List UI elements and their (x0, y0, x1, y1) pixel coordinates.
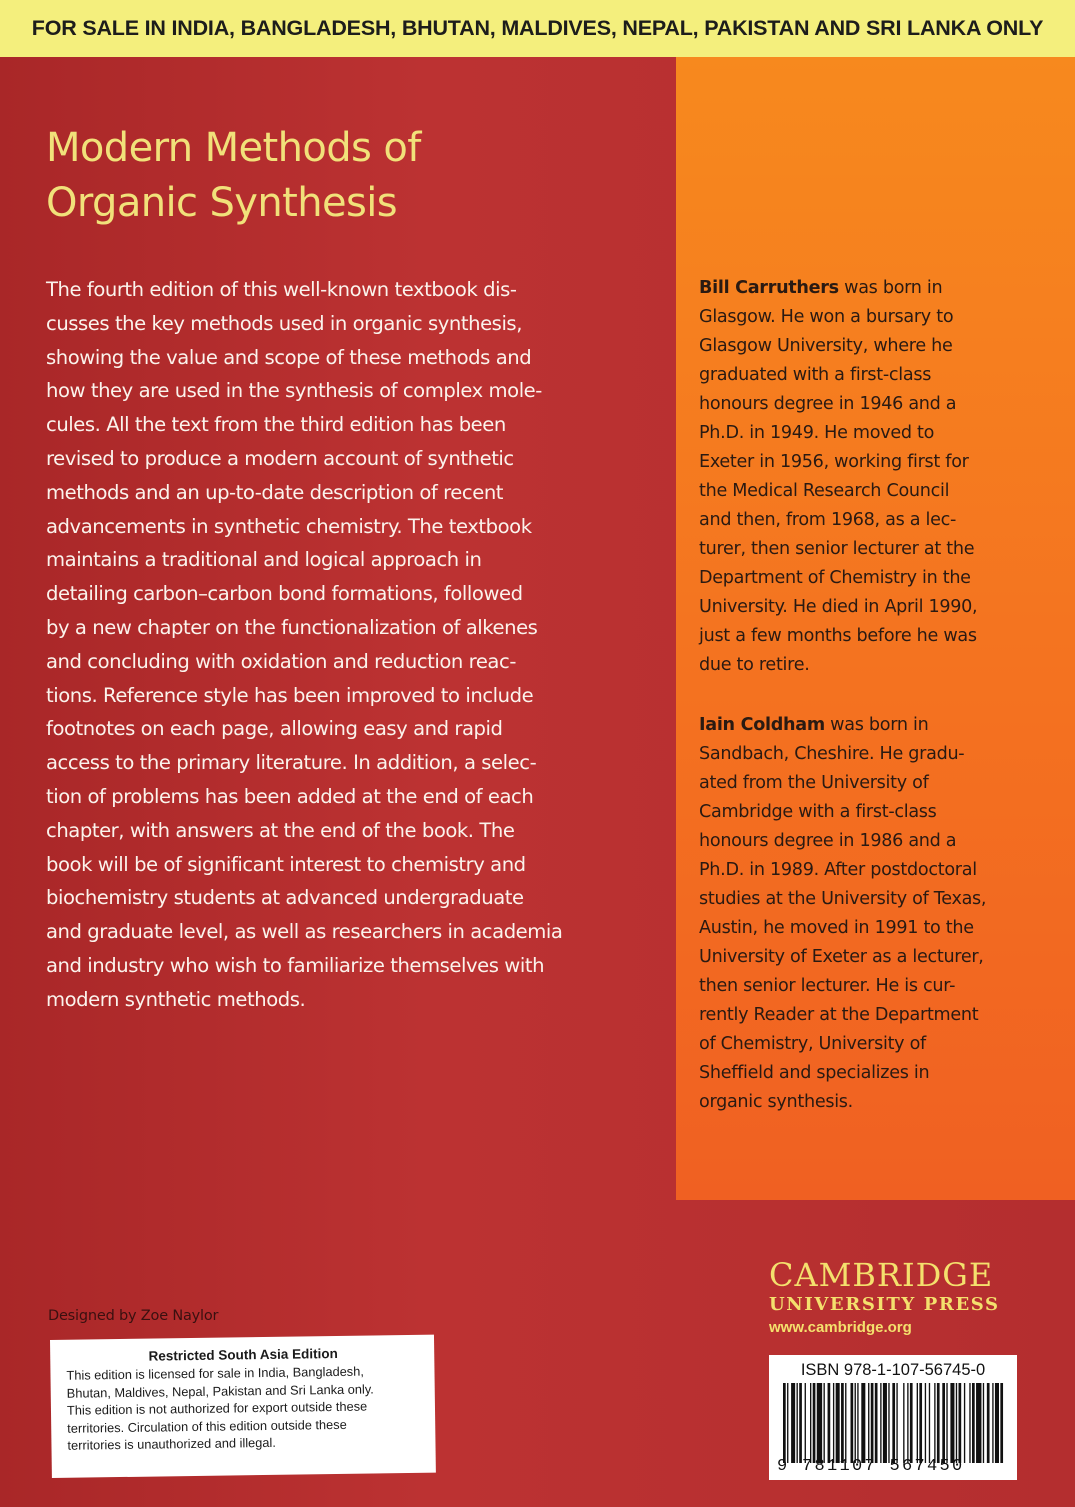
restricted-notice-line: territories is unauthorized and illegal. (67, 1435, 276, 1454)
description-line: by a new chapter on the functionalization of alkenes (46, 615, 538, 639)
bio-first-line (699, 274, 1049, 303)
restricted-notice-title: Restricted South Asia Edition (148, 1345, 338, 1364)
bio-text: was born in (824, 715, 929, 735)
description-line: tions. Reference style has been improved to include (46, 683, 534, 707)
bio-line: Ph.D. in 1989. After postdoctoral (699, 860, 977, 880)
description-line: maintains a traditional and logical approach in (46, 548, 482, 572)
description-line: modern synthetic methods. (46, 987, 306, 1011)
bio-line: Ph.D. in 1949. He moved to (699, 423, 935, 443)
bio-line: Sheffield and specializes in (699, 1063, 930, 1083)
bio-line: honours degree in 1946 and a (699, 394, 957, 414)
description-line: how they are used in the synthesis of complex mole- (46, 379, 542, 403)
book-title-line: Organic Synthesis (46, 180, 397, 226)
restricted-notice-line: territories. Circulation of this edition outside these (67, 1416, 347, 1436)
isbn-barcode-block (769, 1355, 1017, 1480)
description-line: footnotes on each page, allowing easy and rapid (46, 717, 503, 741)
description-line: access to the primary literature. In addition, a selec- (46, 751, 537, 775)
description-line: chapter, with answers at the end of the book. The (46, 818, 515, 842)
bio-line: Department of Chemistry in the (699, 568, 971, 588)
bio-line: the Medical Research Council (699, 481, 950, 501)
sale-territory-text: FOR SALE IN INDIA, BANGLADESH, BHUTAN, MALDIVES, NEPAL, PAKISTAN AND SRI LANKA ONLY (31, 16, 1044, 40)
description-line: biochemistry students at advanced undergraduate (46, 886, 524, 910)
description-line: cules. All the text from the third edition has been (46, 413, 506, 437)
description-line: showing the value and scope of these methods and (46, 345, 532, 369)
barcode-digits: 9 781107 567450 (777, 1457, 965, 1476)
book-description (46, 273, 646, 1017)
publisher-subtitle: UNIVERSITY PRESS (769, 1294, 1000, 1315)
designer-credit: Designed by Zoe Naylor (48, 1308, 219, 1324)
bio-line: University of Exeter as a lecturer, (699, 947, 984, 967)
description-line: detailing carbon–carbon bond formations, followed (46, 582, 523, 606)
restricted-notice-body (66, 1362, 421, 1455)
bio-text: was born in (838, 278, 943, 298)
description-line: and concluding with oxidation and reduction reac- (46, 649, 516, 673)
sale-territory-banner (0, 0, 1075, 57)
bio-line: organic synthesis. (699, 1092, 853, 1112)
bio-line: ated from the University of (699, 773, 929, 793)
bio-line: Sandbach, Cheshire. He gradu- (699, 744, 965, 764)
restricted-edition-notice (50, 1335, 436, 1478)
publisher-name: CAMBRIDGE (769, 1256, 994, 1294)
bio-line: Austin, he moved in 1991 to the (699, 918, 974, 938)
bio-line: then senior lecturer. He is cur- (699, 976, 956, 996)
bio-line: turer, then senior lecturer at the (699, 539, 975, 559)
description-line: The fourth edition of this well-known textbook dis- (46, 278, 517, 301)
author-name: Bill Carruthers (699, 278, 839, 298)
bio-first-line (699, 711, 1049, 740)
description-line: and industry who wish to familiarize themselves with (46, 953, 545, 977)
description-line: and graduate level, as well as researchers in academia (46, 920, 563, 944)
bio-line: rently Reader at the Department (699, 1005, 979, 1025)
bio-line: studies at the University of Texas, (699, 889, 987, 909)
description-line: methods and an up-to-date description of recent (46, 480, 504, 504)
publisher-logo (769, 1256, 1000, 1340)
bio-line: of Chemistry, University of (699, 1034, 926, 1054)
bio-line: and then, from 1968, as a lec- (699, 510, 957, 530)
author-name: Iain Coldham (699, 715, 825, 735)
publisher-url: www.cambridge.org (769, 1319, 912, 1336)
restricted-notice-line: This edition is licensed for sale in India, Bangladesh, (66, 1363, 364, 1383)
bio-line: Exeter in 1956, working first for (699, 452, 969, 472)
bio-line: honours degree in 1986 and a (699, 831, 957, 851)
book-title-line: Modern Methods of (46, 125, 421, 171)
isbn-label: ISBN 978-1-107-56745-0 (800, 1361, 986, 1379)
bio-line: Glasgow. He won a bursary to (699, 307, 954, 327)
bio-line: graduated with a first-class (699, 365, 932, 385)
description-line: cusses the key methods used in organic synthesis, (46, 311, 522, 335)
author-bio-coldham (699, 711, 1049, 1117)
restricted-notice-line: This edition is not authorized for export outside these (66, 1398, 368, 1418)
bio-line: due to retire. (699, 655, 810, 675)
restricted-notice-line: Bhutan, Maldives, Nepal, Pakistan and Sri Lanka only. (66, 1381, 374, 1401)
description-line: tion of problems has been added at the end of each (46, 784, 534, 808)
bio-line: Cambridge with a first-class (699, 802, 937, 822)
description-line: advancements in synthetic chemistry. The textbook (46, 514, 532, 538)
book-title (46, 121, 421, 231)
bio-line: just a few months before he was (699, 626, 977, 646)
description-line: revised to produce a modern account of synthetic (46, 446, 514, 470)
bio-line: University. He died in April 1990, (699, 597, 978, 617)
description-line: book will be of significant interest to chemistry and (46, 852, 526, 876)
author-bio-carruthers (699, 274, 1049, 680)
barcode-icon (781, 1383, 1005, 1463)
bio-line: Glasgow University, where he (699, 336, 953, 356)
